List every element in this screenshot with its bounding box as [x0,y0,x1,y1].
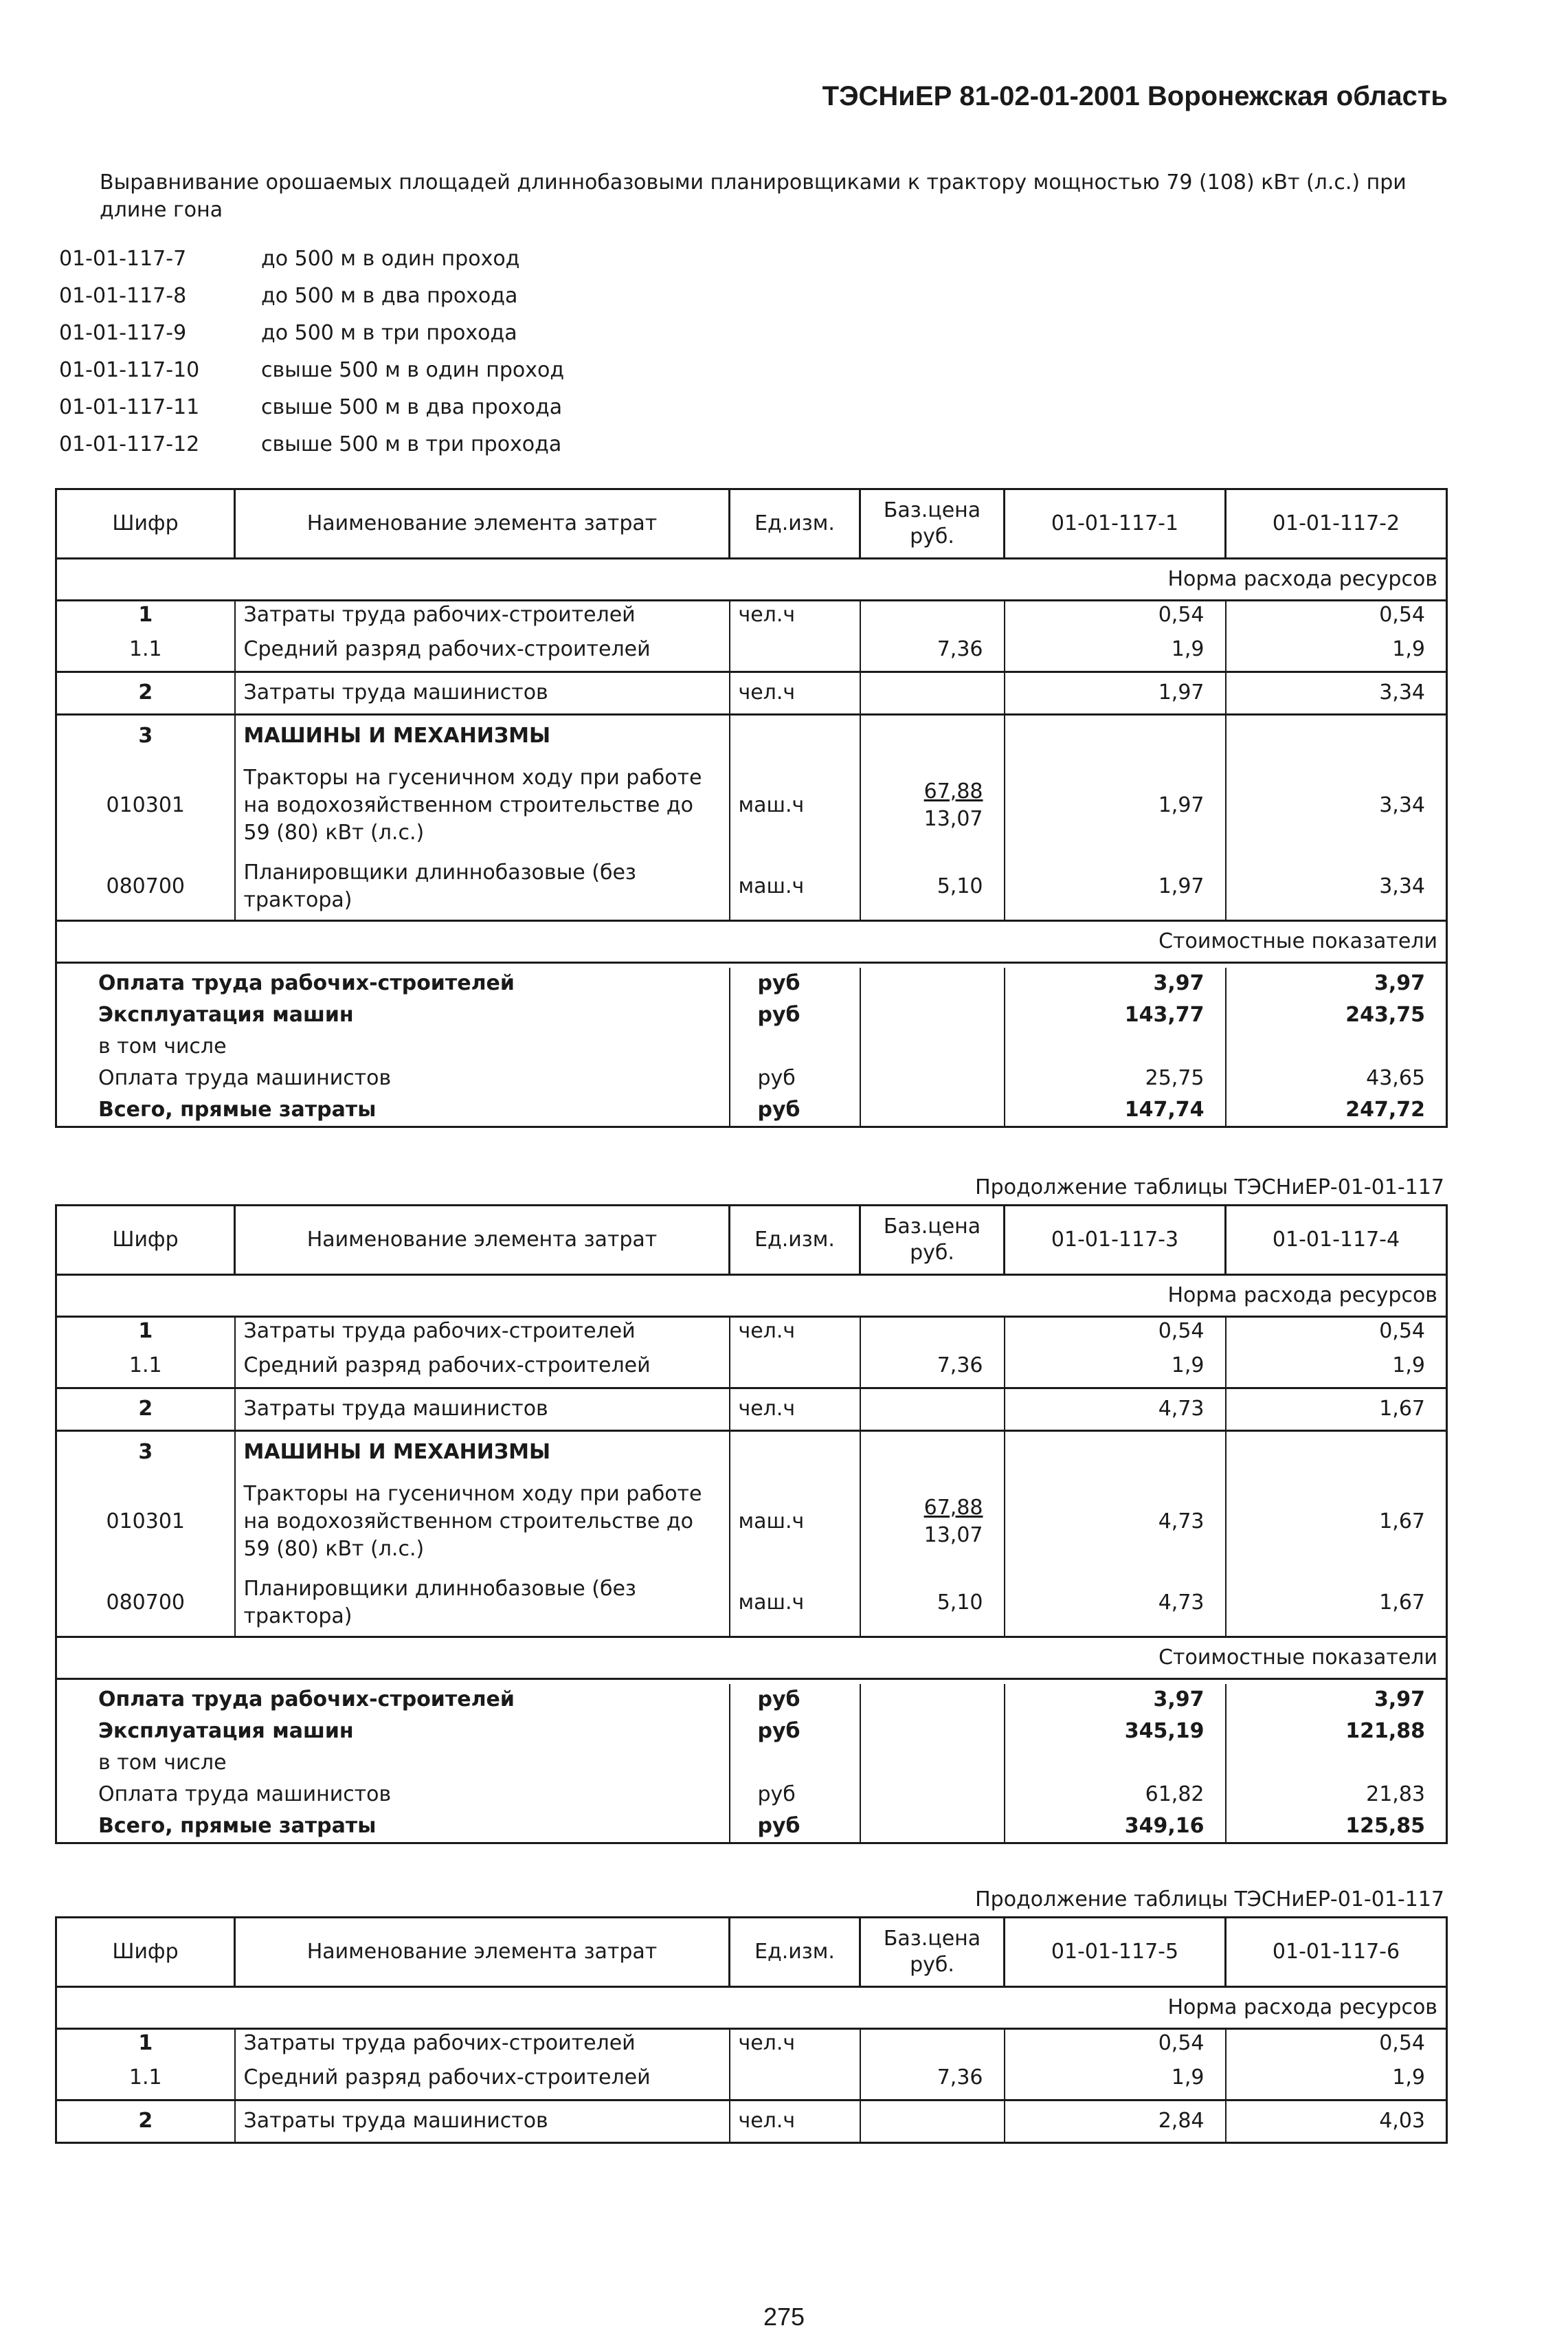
summary-value-1 [1005,1031,1226,1063]
row-unit: маш.ч [730,854,860,920]
summary-value-2: 121,88 [1226,1716,1447,1747]
row-unit: чел.ч [730,1317,860,1346]
row-value-1: 0,54 [1005,1317,1226,1346]
table-row [56,2100,1447,2142]
row-code: 2 [56,672,235,714]
row-unit: чел.ч [730,672,860,714]
page-number: 275 [763,2303,805,2331]
summary-value-2 [1226,1747,1447,1779]
summary-label: Оплата труда рабочих-строителей [56,1684,730,1716]
summary-row [56,1747,1447,1779]
row-value-2: 1,67 [1226,1571,1447,1637]
row-value-1: 1,9 [1005,2057,1226,2100]
summary-value-2: 243,75 [1226,999,1447,1031]
row-price: 67,88 13,07 [860,757,1005,854]
norm-table-3 [55,1916,1448,2144]
row-code: 1 [56,2029,235,2058]
row-name: Средний разряд рабочих-строителей [235,629,730,672]
section-label: Норма расхода ресурсов [56,1275,1447,1317]
column-header-price: Баз.цена руб. [860,489,1005,559]
code: 01-01-117-9 [59,321,187,345]
table-row [56,2029,1447,2058]
summary-unit [730,1031,860,1063]
column-header-code-1: 01-01-117-5 [1005,1918,1226,1987]
summary-row [56,1094,1447,1127]
section-label: Норма расхода ресурсов [56,1987,1447,2029]
row-name: Затраты труда машинистов [235,672,730,714]
row-code: 2 [56,2100,235,2142]
summary-row [56,968,1447,999]
row-unit: чел.ч [730,2100,860,2142]
row-value-1: 1,97 [1005,854,1226,920]
row-price [860,672,1005,714]
row-name: Тракторы на гусеничном ходу при работе на водохозяйственном строительстве до 59 (80) кВт (л.с.) [235,1473,730,1571]
row-price [860,1317,1005,1346]
section-label: Стоимостные показатели [56,920,1447,962]
table-row [56,714,1447,757]
row-name: Затраты труда машинистов [235,1388,730,1430]
row-value-2: 0,54 [1226,2029,1447,2058]
summary-unit: руб [730,1684,860,1716]
code-list-item [59,241,564,278]
column-header-code: Шифр [56,489,235,559]
row-value-1: 1,97 [1005,672,1226,714]
row-code: 3 [56,714,235,757]
column-header-code-2: 01-01-117-4 [1226,1206,1447,1275]
document-header: ТЭСНиЕР 81-02-01-2001 Воронежская область [822,81,1448,111]
summary-value-1: 143,77 [1005,999,1226,1031]
section-label: Стоимостные показатели [56,1637,1447,1678]
summary-label: Оплата труда машинистов [56,1779,730,1810]
column-header-code-2: 01-01-117-2 [1226,489,1447,559]
row-name: МАШИНЫ И МЕХАНИЗМЫ [235,1430,730,1473]
summary-row [56,1031,1447,1063]
column-header-price: Баз.цена руб. [860,1206,1005,1275]
row-price [860,2029,1005,2058]
table-row [56,2057,1447,2100]
table-header-row [56,1918,1447,1987]
table-header-row [56,489,1447,559]
code-list-item [59,315,564,352]
summary-row [56,1779,1447,1810]
column-header-unit: Ед.изм. [730,1206,860,1275]
table-header-row [56,1206,1447,1275]
row-code: 1.1 [56,1345,235,1388]
code: 01-01-117-7 [59,247,187,271]
code: 01-01-117-12 [59,432,200,456]
row-price: 7,36 [860,1345,1005,1388]
summary-value-1: 61,82 [1005,1779,1226,1810]
section-label: Норма расхода ресурсов [56,559,1447,601]
row-code: 1.1 [56,2057,235,2100]
row-price: 7,36 [860,2057,1005,2100]
summary-label: Эксплуатация машин [56,1716,730,1747]
row-value-2: 0,54 [1226,601,1447,630]
section-description: Выравнивание орошаемых площадей длиннобазовыми планировщиками к трактору мощностью 79 (108) кВт (л.с.) при длине гона [100,170,1407,222]
row-value-2: 1,67 [1226,1473,1447,1571]
summary-unit: руб [730,1094,860,1127]
row-name: Планировщики длиннобазовые (без трактора) [235,854,730,920]
code-list-item [59,278,564,315]
summary-label: в том числе [56,1031,730,1063]
row-code: 080700 [56,1571,235,1637]
row-price [860,601,1005,630]
table-row [56,1345,1447,1388]
summary-label: в том числе [56,1747,730,1779]
summary-unit: руб [730,1716,860,1747]
row-value-2: 1,9 [1226,2057,1447,2100]
table-row [56,629,1447,672]
column-header-unit: Ед.изм. [730,489,860,559]
column-header-name: Наименование элемента затрат [235,1918,730,1987]
row-value-2: 3,34 [1226,854,1447,920]
summary-label: Оплата труда машинистов [56,1063,730,1094]
row-value-1: 4,73 [1005,1571,1226,1637]
code: 01-01-117-10 [59,358,200,382]
code-description: свыше 500 м в два прохода [261,395,563,419]
row-price: 5,10 [860,1571,1005,1637]
row-unit [730,2057,860,2100]
row-value-2: 1,67 [1226,1388,1447,1430]
code-description: свыше 500 м в три прохода [261,432,562,456]
row-name: Затраты труда рабочих-строителей [235,1317,730,1346]
norm-table-1 [55,488,1448,1128]
code-list [59,241,564,463]
summary-value-2: 43,65 [1226,1063,1447,1094]
norm-table-2 [55,1204,1448,1844]
summary-label: Всего, прямые затраты [56,1810,730,1843]
row-name: Затраты труда рабочих-строителей [235,601,730,630]
row-price: 5,10 [860,854,1005,920]
row-unit: чел.ч [730,1388,860,1430]
summary-row [56,1716,1447,1747]
row-code: 2 [56,1388,235,1430]
row-code: 1 [56,601,235,630]
table-row [56,1473,1447,1571]
summary-label: Всего, прямые затраты [56,1094,730,1127]
summary-label: Оплата труда рабочих-строителей [56,968,730,999]
table-row [56,1388,1447,1430]
summary-unit: руб [730,1063,860,1094]
summary-row [56,1810,1447,1843]
column-header-code: Шифр [56,1206,235,1275]
row-value-2: 1,9 [1226,1345,1447,1388]
summary-value-2: 3,97 [1226,968,1447,999]
summary-value-1: 3,97 [1005,968,1226,999]
row-value-1: 0,54 [1005,601,1226,630]
row-value-1: 2,84 [1005,2100,1226,2142]
row-code: 1 [56,1317,235,1346]
column-header-code-2: 01-01-117-6 [1226,1918,1447,1987]
table-row [56,1571,1447,1637]
table-row [56,601,1447,630]
section-row [56,1275,1447,1317]
row-name: Средний разряд рабочих-строителей [235,2057,730,2100]
section-row [56,920,1447,962]
row-value-1: 1,97 [1005,757,1226,854]
code-description: до 500 м в два прохода [261,284,518,308]
summary-value-2: 3,97 [1226,1684,1447,1716]
row-code: 3 [56,1430,235,1473]
row-unit: чел.ч [730,2029,860,2058]
summary-value-1: 349,16 [1005,1810,1226,1843]
table-row [56,757,1447,854]
row-unit [730,629,860,672]
summary-value-1: 345,19 [1005,1716,1226,1747]
code-list-item [59,426,564,463]
column-header-unit: Ед.изм. [730,1918,860,1987]
section-row [56,559,1447,601]
code-description: до 500 м в один проход [261,247,520,271]
row-code: 080700 [56,854,235,920]
row-unit: маш.ч [730,1571,860,1637]
row-price: 67,88 13,07 [860,1473,1005,1571]
row-value-1: 0,54 [1005,2029,1226,2058]
row-value-2: 4,03 [1226,2100,1447,2142]
column-header-code-1: 01-01-117-3 [1005,1206,1226,1275]
summary-value-1: 25,75 [1005,1063,1226,1094]
row-value-2: 3,34 [1226,757,1447,854]
table-row [56,854,1447,920]
continuation-label: Продолжение таблицы ТЭСНиЕР-01-01-117 [975,1175,1444,1199]
summary-row [56,999,1447,1031]
summary-value-2: 247,72 [1226,1094,1447,1127]
column-header-price: Баз.цена руб. [860,1918,1005,1987]
summary-value-1: 3,97 [1005,1684,1226,1716]
row-value-2: 0,54 [1226,1317,1447,1346]
row-code: 010301 [56,757,235,854]
table-row [56,1317,1447,1346]
row-name: Средний разряд рабочих-строителей [235,1345,730,1388]
row-price [860,1388,1005,1430]
summary-value-2: 125,85 [1226,1810,1447,1843]
row-unit: чел.ч [730,601,860,630]
column-header-name: Наименование элемента затрат [235,1206,730,1275]
code-description: до 500 м в три прохода [261,321,517,345]
code: 01-01-117-8 [59,284,187,308]
row-value-1: 1,9 [1005,1345,1226,1388]
summary-value-1 [1005,1747,1226,1779]
summary-value-1: 147,74 [1005,1094,1226,1127]
summary-value-2: 21,83 [1226,1779,1447,1810]
row-code: 010301 [56,1473,235,1571]
table-row [56,1430,1447,1473]
column-header-code: Шифр [56,1918,235,1987]
row-name: Тракторы на гусеничном ходу при работе на водохозяйственном строительстве до 59 (80) кВт (л.с.) [235,757,730,854]
row-name: Затраты труда рабочих-строителей [235,2029,730,2058]
row-value-1: 1,9 [1005,629,1226,672]
section-row [56,1987,1447,2029]
row-value-1: 4,73 [1005,1473,1226,1571]
row-unit: маш.ч [730,757,860,854]
summary-unit: руб [730,968,860,999]
row-unit [730,1345,860,1388]
summary-label: Эксплуатация машин [56,999,730,1031]
row-code: 1.1 [56,629,235,672]
code: 01-01-117-11 [59,395,200,419]
column-header-name: Наименование элемента затрат [235,489,730,559]
row-value-2: 3,34 [1226,672,1447,714]
column-header-code-1: 01-01-117-1 [1005,489,1226,559]
summary-row [56,1063,1447,1094]
summary-unit: руб [730,1810,860,1843]
row-price: 7,36 [860,629,1005,672]
summary-unit: руб [730,999,860,1031]
section-row [56,1637,1447,1678]
row-name: Затраты труда машинистов [235,2100,730,2142]
table-row [56,672,1447,714]
row-name: МАШИНЫ И МЕХАНИЗМЫ [235,714,730,757]
row-price [860,2100,1005,2142]
row-value-2: 1,9 [1226,629,1447,672]
summary-unit: руб [730,1779,860,1810]
summary-value-2 [1226,1031,1447,1063]
continuation-label: Продолжение таблицы ТЭСНиЕР-01-01-117 [975,1887,1444,1911]
summary-row [56,1684,1447,1716]
row-name: Планировщики длиннобазовые (без трактора) [235,1571,730,1637]
row-value-1: 4,73 [1005,1388,1226,1430]
code-list-item [59,389,564,426]
code-description: свыше 500 м в один проход [261,358,565,382]
row-unit: маш.ч [730,1473,860,1571]
code-list-item [59,352,564,389]
summary-unit [730,1747,860,1779]
